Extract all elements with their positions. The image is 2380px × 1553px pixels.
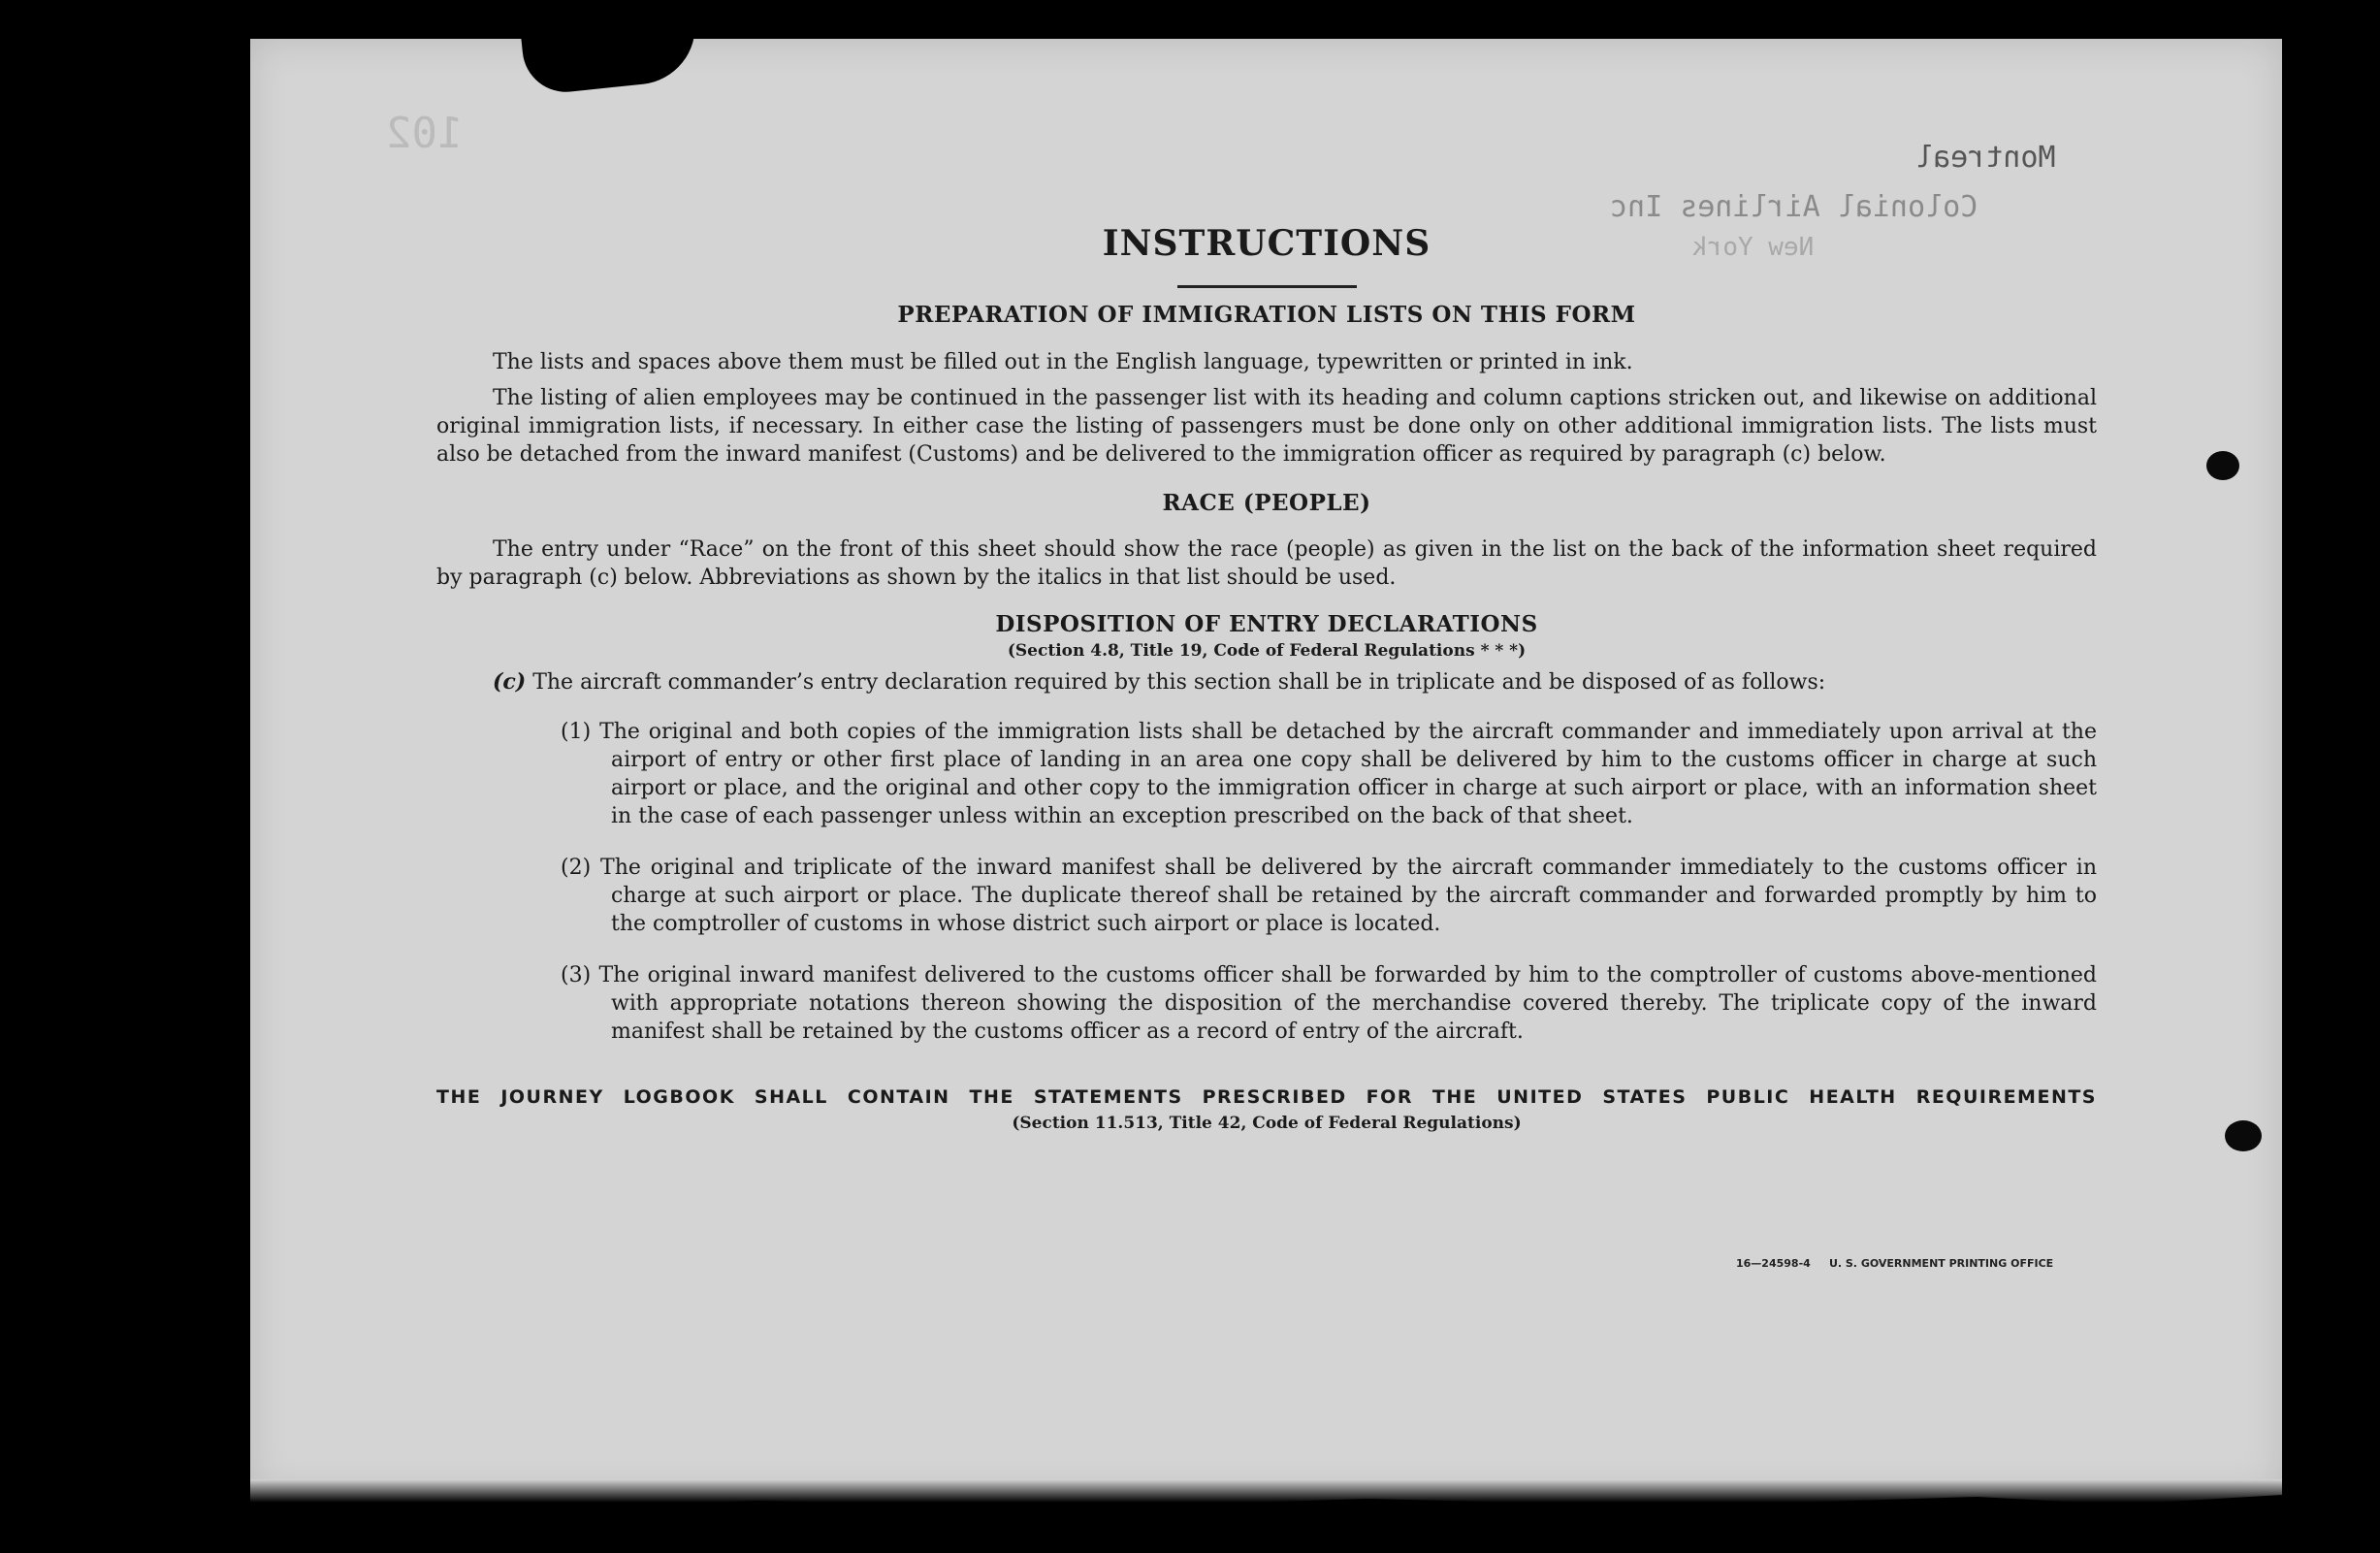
- clause-text: The aircraft commander’s entry declaration required by this section shall be in triplicate and be disposed of as follows:: [532, 670, 1826, 695]
- item-text: The original and both copies of the immigration lists shall be detached by the aircraft commander and immediately upon arrival at the airport of entry or other first place of landing in an area one copy shall be delivered by him to the customs officer in charge at such airport or place, and the original and other copy to the immigration officer in charge at such airport or place, with an information sheet in the case of each passenger unless within an exception prescribed on the back of that sheet.: [599, 720, 2097, 828]
- bleed-through-line-1: Montreal: [1915, 141, 2056, 175]
- bleed-through-line-2: Colonial Airlines Inc: [1610, 190, 1978, 224]
- item-label: (2): [561, 856, 592, 880]
- clause-label: (c): [493, 669, 527, 695]
- disposition-reference: (Section 4.8, Title 19, Code of Federal Regulations * * *): [1007, 641, 1527, 661]
- preparation-paragraph-1: The lists and spaces above them must be filled out in the English language, typewritten or printed in ink.: [493, 350, 1633, 374]
- torn-bottom-edge: [250, 1479, 2282, 1518]
- item-label: (1): [561, 720, 592, 744]
- disposition-item-1: [436, 718, 2097, 830]
- item-text: The original and triplicate of the inward manifest shall be delivered by the aircraft commander immediately to the customs officer in charge at such airport or place. The duplicate thereof shall be retained by the aircraft commander and forwarded promptly by him to the comptroller of customs in whose district such airport or place is located.: [600, 856, 2097, 936]
- page-title: INSTRUCTIONS: [1102, 223, 1431, 264]
- race-heading: RACE (PEOPLE): [1162, 490, 1371, 516]
- disposition-clause: [436, 668, 2097, 696]
- preparation-heading: PREPARATION OF IMMIGRATION LISTS ON THIS FORM: [897, 302, 1636, 328]
- health-requirements-statement: THE JOURNEY LOGBOOK SHALL CONTAIN THE STATEMENTS PRESCRIBED FOR THE UNITED STATES PUBLIC HEALTH REQUIREMENTS: [436, 1086, 2097, 1108]
- bleed-through-line-3: New York: [1692, 233, 1815, 262]
- item-text: The original inward manifest delivered to the customs officer shall be forwarded by him to the comptroller of customs above-mentioned with appropriate notations thereon showing the disposition of the merchandise covered thereby. The triplicate copy of the inward manifest shall be retained by the customs officer as a record of entry of the aircraft.: [598, 963, 2097, 1044]
- punch-hole: [2225, 1120, 2262, 1151]
- health-requirements-reference: (Section 11.513, Title 42, Code of Federal Regulations): [1012, 1114, 1522, 1133]
- disposition-item-3: [436, 961, 2097, 1046]
- title-underline: [1177, 285, 1357, 288]
- instructions-content: [436, 223, 2097, 1133]
- printer-mark: 16—24598-4 U. S. GOVERNMENT PRINTING OFFICE: [1736, 1257, 2054, 1270]
- disposition-item-2: [436, 854, 2097, 938]
- punch-hole: [2206, 451, 2239, 480]
- item-label: (3): [561, 963, 592, 987]
- bleed-through-number: 102: [386, 109, 464, 158]
- race-paragraph: The entry under “Race” on the front of this sheet should show the race (people) as given in the list on the back of the information sheet required by paragraph (c) below. Abbreviations as shown by the italics in that list should be used.: [436, 537, 2097, 590]
- preparation-paragraph-2: The listing of alien employees may be continued in the passenger list with its heading and column captions stricken out, and likewise on additional original immigration lists, if necessary. In either case the listing of passengers must be done only on other additional immigration lists. The lists must also be detached from the inward manifest (Customs) and be delivered to the immigration officer as required by paragraph (c) below.: [436, 386, 2097, 467]
- disposition-heading: DISPOSITION OF ENTRY DECLARATIONS: [995, 611, 1538, 637]
